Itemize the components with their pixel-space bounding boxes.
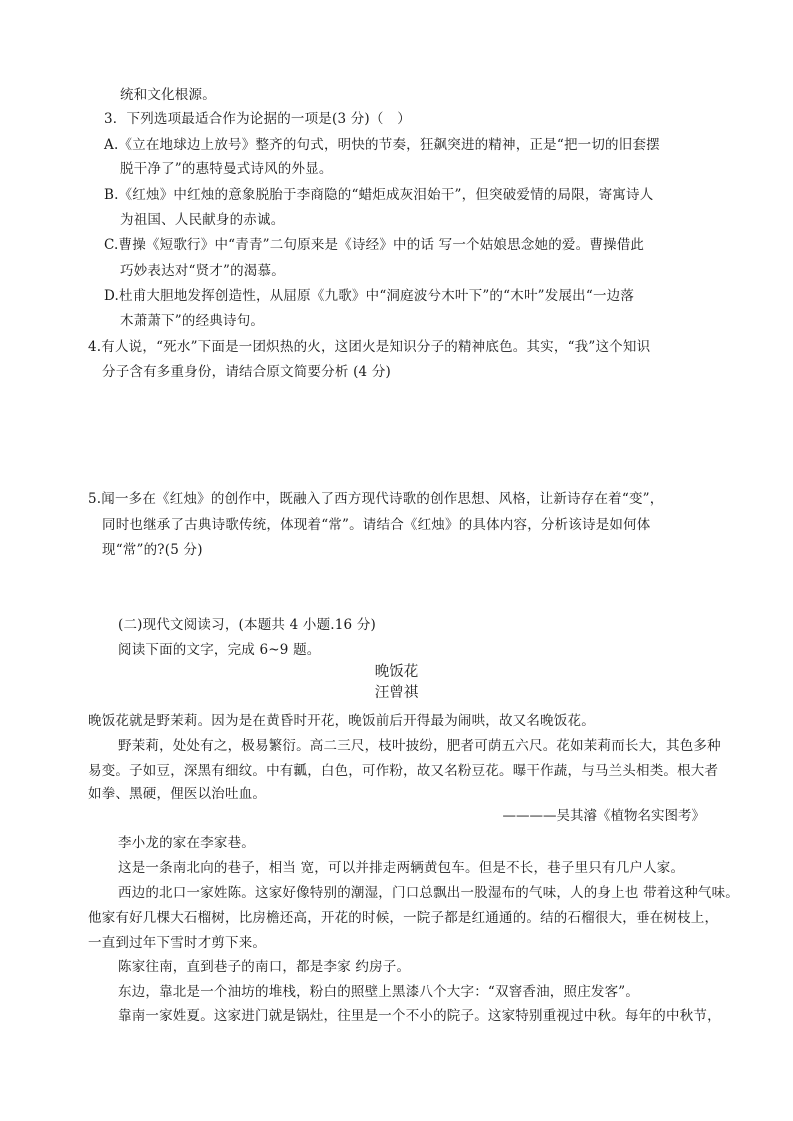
- q4-line-2: 分子含有多重身份，请结合原文简要分析 (4 分): [102, 364, 392, 380]
- q5-line-1: 5.闻一多在《红烛》的创作中，既融入了西方现代诗歌的创作思想、风格，让新诗存在着“变”，: [88, 491, 664, 507]
- body-paragraph: 陈家往南，直到巷子的南口，都是李家 约房子。: [118, 959, 411, 975]
- epigraph-line: 野茉莉，处处有之，极易繁衍。高二三尺，枝叶披纷，肥者可荫五六尺。花如茉莉而长大，其色多种: [118, 738, 721, 754]
- body-paragraph: 靠南一家姓夏。这家进门就是锅灶，往里是一个不小的院子。这家特别重视过中秋。每年的中秋节，: [118, 1008, 721, 1024]
- q3-option-c: C.曹操《短歌行》中“青青”二句原来是《诗经》中的话 写一个姑娘思念她的爱。曹操借此: [104, 237, 645, 253]
- q4-line-1: 4.有人说，“死水”下面是一团炽热的火，这团火是知识分子的精神底色。其实，“我”这个知识: [88, 339, 651, 355]
- q5-line-3: 现“常”的?(5 分): [102, 542, 203, 558]
- article-title: 晚饭花: [374, 664, 419, 680]
- body-paragraph: 东边，靠北是一个油坊的堆栈，粉白的照壁上黑漆八个大字：“双窨香油，照庄发客”。: [118, 984, 640, 1000]
- q3-option-b: B.《红烛》中红烛的意象脱胎于李商隐的“蜡炬成灰泪始干”，但突破爱情的局限，寄寓诗人: [104, 187, 654, 203]
- epigraph-line: 如拳、黑硬，俚医以治吐血。: [88, 786, 267, 802]
- body-paragraph: 李小龙的家在李家巷。: [118, 835, 255, 851]
- section-2-instruction: 阅读下面的文字，完成 6~9 题。: [118, 642, 321, 658]
- q3-stem: 3．下列选项最适合作为论据的一项是(3 分)（ ）: [104, 111, 412, 127]
- q3-option-b-cont: 为祖国、人民献身的赤诚。: [120, 212, 285, 228]
- body-paragraph: 这是一条南北向的巷子，相当 宽，可以并排走两辆黄包车。但是不长，巷子里只有几户人家。: [118, 860, 685, 876]
- q3-option-c-cont: 巧妙表达对“贤才”的渴慕。: [120, 263, 285, 279]
- q2-tail-text: 统和文化根源。: [120, 87, 216, 103]
- q3-option-d-cont: 木萧萧下”的经典诗句。: [120, 313, 265, 329]
- body-paragraph-cont: 他家有好几棵大石榴树，比房檐还高，开花的时候，一院子都是红通通的。结的石榴很大，垂在树枝上，: [88, 910, 719, 926]
- epigraph-line: 易变。子如豆，深黑有细纹。中有瓤，白色，可作粉，故又名粉豆花。曝干作蔬，与马兰头相类。根大者: [88, 763, 719, 779]
- q5-line-2: 同时也继承了古典诗歌传统，体现着“常”。请结合《红烛》的具体内容，分析该诗是如何体: [102, 517, 651, 533]
- epigraph-citation: ————吴其濬《植物名实图考》: [502, 808, 705, 824]
- body-paragraph-cont: 一直到过年下雪时才剪下来。: [88, 935, 267, 951]
- q3-option-d: D.杜甫大胆地发挥创造性，从屈原《九歌》中“洞庭波兮木叶下”的“木叶”发展出“一边落: [104, 288, 635, 304]
- article-author: 汪曾祺: [374, 685, 419, 701]
- body-paragraph: 西边的北口一家姓陈。这家好像特别的潮湿，门口总飘出一股湿布的气味，人的身上也 带着这种气味。: [118, 885, 739, 901]
- section-2-heading: (二)现代文阅读习，(本题共 4 小题.16 分): [118, 617, 376, 633]
- q3-option-a-cont: 脱干净了”的惠特曼式诗风的外显。: [120, 161, 333, 177]
- epigraph-line: 晚饭花就是野茉莉。因为是在黄昏时开花，晚饭前后开得最为闹哄，故又名晚饭花。: [88, 713, 595, 729]
- q3-option-a: A.《立在地球边上放号》整齐的句式，明快的节奏，狂飙突进的精神，正是“把一切的旧套摆: [104, 137, 660, 153]
